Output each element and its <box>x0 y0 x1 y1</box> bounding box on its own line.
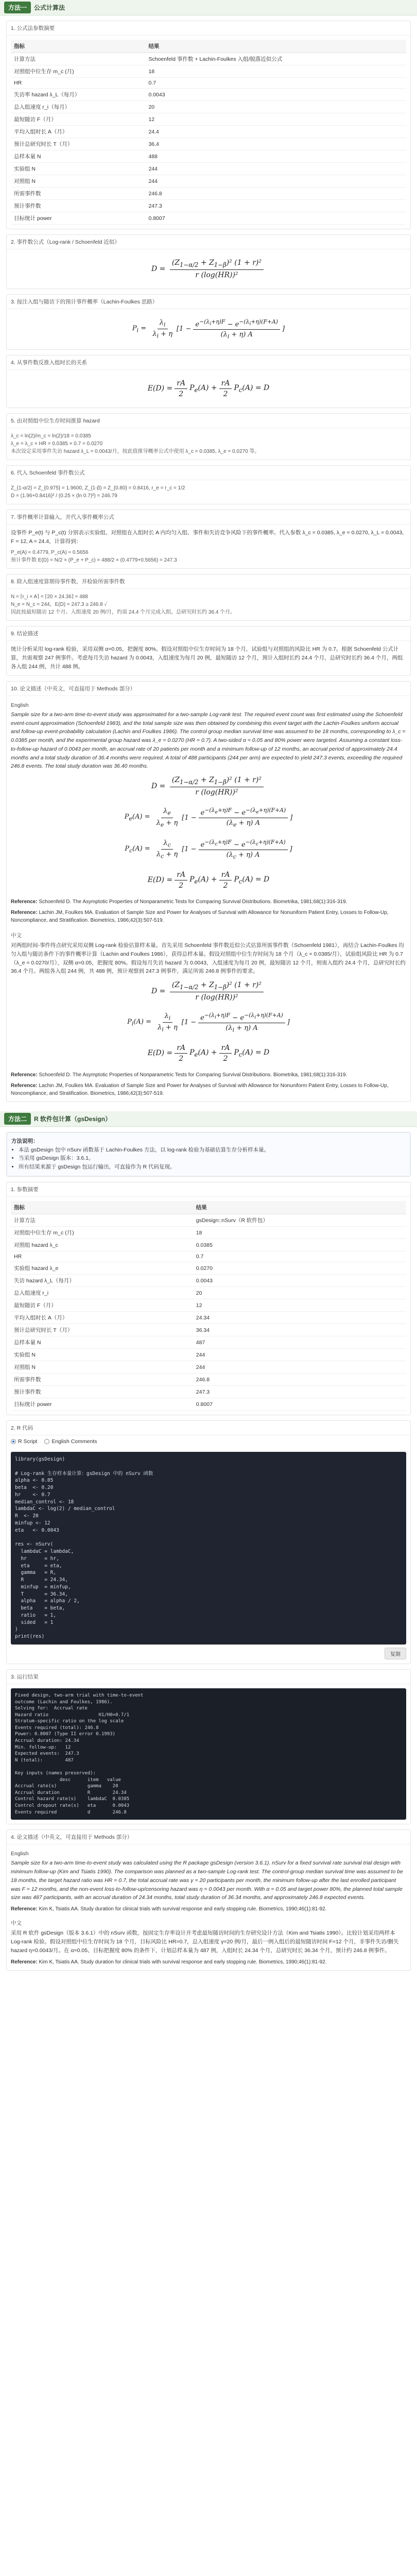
r-reference: Reference: Kim K, Tsiatis AA. Study duration for clinical trials with survival response and early stopping rule. Biometrics, 1990;46(1):81-92. <box>11 1906 327 1912</box>
r-code-block <box>6 1420 411 1664</box>
schoenfeld-block <box>6 465 411 504</box>
tab-english-comments[interactable]: English Comments <box>44 1438 97 1445</box>
zh-formula-ed: E(D) = $\frac{rA}{2}$ $P_e(A)$ + $\frac{rA}{2}$ $P_c(A) = D$ <box>147 1043 270 1063</box>
section1-header <box>0 0 417 15</box>
prob-calc-result-2: 预计事件数 E(D) = N/2 × (P_e + P_c) = 488/2 × (0.4779+0.5656) = 247.3 <box>11 557 177 564</box>
row-value: 0.0043 <box>145 89 406 101</box>
row-value: 244 <box>193 1349 406 1361</box>
row-value: 246.8 <box>145 188 406 200</box>
row-value: 12 <box>193 1299 406 1312</box>
r-output: Fixed design, two-arm trial with time-to-event outcome (Lachin and Foulkes, 1986). Solving for: Accrual rate Hazard ratio H1/H0=0.7/1 Stratum-specific ratio on the log scale Events required (total): 246.8 Power: 0.8007 (Type II error 0.1993) Accrual duration: 24.34 Min. follow-up: 12 Expected events: 247.3 N (total): 487 Key inputs (names preserved): desc item value Accrual rate(s) gamma 20 Accrual duration R 24.34 Control hazard rate(s) lambdaC 0.0385 Control dropout rate(s) eta 0.0043 Events required d 246.8 <box>11 1688 406 1820</box>
table-row <box>11 1262 406 1275</box>
section2-title: R 软件包计算（gsDesign） <box>34 1115 112 1123</box>
row-label: HR <box>11 78 145 89</box>
en-formula-ed: E(D) = $\frac{rA}{2}$ $P_e(A)$ + $\frac{rA}{2}$ $P_c(A) = D$ <box>147 870 270 890</box>
row-value: 247.3 <box>193 1386 406 1398</box>
method-info-block <box>6 1132 411 1177</box>
conclusion-label: 9. 结论描述 <box>7 626 410 641</box>
table-row <box>11 212 406 225</box>
table-row <box>11 1251 406 1262</box>
row-label: 预计事件数 <box>11 1386 193 1398</box>
table-row <box>11 1214 406 1227</box>
row-label: 对照组 hazard λ_c <box>11 1239 193 1251</box>
copy-button[interactable]: 复制 <box>385 1648 406 1659</box>
row-label: 失访 hazard λ_L（每月） <box>11 1275 193 1287</box>
row-value: 20 <box>193 1287 406 1299</box>
table-row <box>11 1398 406 1411</box>
row-value: 0.0385 <box>193 1239 406 1251</box>
table-row <box>11 163 406 175</box>
table-row <box>11 126 406 138</box>
table-row <box>11 113 406 126</box>
params-block <box>6 21 411 229</box>
row-value: 0.8007 <box>193 1398 406 1411</box>
r-params-block <box>6 1182 411 1415</box>
zh-reference-2: Reference: Lachin JM, Foulkes MA. Evaluation of Sample Size and Power for Analyses of Survival with Allowance for Nonuniform Patient Entry, Losses to Follow-Up, Noncompliance, and Stratification. Biometrics, 1986;42(3):507-519. <box>11 1082 389 1096</box>
row-value: gsDesign::nSurv（R 软件包） <box>193 1214 406 1227</box>
method-info-item: • 本法 gsDesign 包中 nSurv 函数基于 Lachin-Foulkes 方法，以 log-rank 检验为基础估算生存分析样本量。 <box>19 1146 406 1155</box>
table-row <box>11 1299 406 1312</box>
params-header: 1. 公式法参数摘要 <box>7 21 410 36</box>
row-label: 对照组中位生存 m_c (月) <box>11 1227 193 1239</box>
table-row <box>11 200 406 212</box>
row-label: 最短随访 F（月） <box>11 113 145 126</box>
en-formula-pc: $P_c(A)$ = $\frac{\lambda_c}{\lambda_c + \eta}$ [1 − $\frac{e^{-(\lambda_c+\eta)F} - e^{-(\lambda_c+\eta)(F+A)}}{(\lambda_c + \eta) A}$ ] <box>125 839 292 860</box>
zh-formula-events: D = $\frac{(Z_{1-\alpha/2} + Z_{1-\beta})^2 (1 + r)^2}{\text{r (log(HR))²}}$ <box>11 976 406 1007</box>
table-row <box>11 175 406 188</box>
table-row <box>11 1324 406 1336</box>
row-label: 对照组 N <box>11 1361 193 1374</box>
lang-en-label: English <box>11 702 29 708</box>
row-label: 对照组中位生存 m_c (月) <box>11 65 145 78</box>
schoenfeld-line-1: Z_{1-α/2} = Z_{0.975} = 1.9600, Z_{1-β} = Z_{0.80} = 0.8416, r_e = r_c = 1/2 <box>11 485 185 491</box>
accrual-check-line-2: N_e = N_c = 244，E(D) = 247.3 ≥ 246.8 ✓ <box>11 602 108 608</box>
prob-calc-para: 设事件 P_e(t) 与 P_c(t) 分别表示实验组、对照组在入组时长 A 内均匀入组、事件和失访竞争风险下的事件概率。代入参数 λ_c = 0.0385, λ_e = 0.0270, λ_L = 0.0043, F = 12, A = 24.4，计算得到： <box>11 529 404 545</box>
row-value: 18 <box>145 65 406 78</box>
formula-prob-block <box>6 294 411 350</box>
col-item: 指标 <box>11 1201 193 1214</box>
row-value: 12 <box>145 113 406 126</box>
row-value: 0.7 <box>193 1251 406 1262</box>
row-label: 实验组 N <box>11 1349 193 1361</box>
row-label: 所需事件数 <box>11 188 145 200</box>
reference-2: Reference: Lachin JM, Foulkes MA. Evaluation of Sample Size and Power for Analyses of Survival with Allowance for Nonuniform Patient Entry, Losses to Follow-Up, Noncompliance, and Stratification. Biometrics, 1986;42(3):507-519. <box>11 909 389 923</box>
row-label: 目标统计 power <box>11 1398 193 1411</box>
zh-para: 对两组时间-事件终点研究采用双侧 Log-rank 检验估算样本量。首先采用 Schoenfeld 事件数近似公式估算所需事件数（Schoenfeld 1981），再结合 Lachin-Foulkes 均匀入组与随访条件下的事件概率计算（Lachin and Foulkes 1986），获得总样本量。假设对照组中位生存时间为 18 个月（λ_c = 0.0385/月），试验组风险比 HR 为 0.7（λ_e = 0.0270/月），双侧 α=0.05，把握度 80%。假设每月失访 hazard 为 0.0043，入组速度为每月 20 例，最短随访 12 个月，则需入组约 24.4 个月，总研究时长约 36.4 个月。两组各入组 244 例，共 488 例，预计观察到 247.3 例事件，满足所需 246.8 例事件的要求。 <box>11 942 406 975</box>
accrual-check-line-1: N = ⌈r_i × A⌉ = ⌈20 × 24.36⌉ = 488 <box>11 594 88 600</box>
table-row <box>11 1275 406 1287</box>
table-row <box>11 1361 406 1374</box>
row-value: 0.8007 <box>145 212 406 225</box>
row-label: 平均入组时长 A（月） <box>11 126 145 138</box>
formula-events-label: 2. 事件数公式（Log-rank / Schoenfeld 近似） <box>7 235 410 249</box>
table-row <box>11 89 406 101</box>
row-value: 244 <box>145 163 406 175</box>
conclusion-para: 统计分析采用 log-rank 检验，采用双侧 α=0.05，把握度 80%。假设对照组中位生存时间为 18 个月，试验组与对照组的风险比 HR 为 0.7。根据 Schoenfeld 公式计算，共需观察 247 例事件。考虑每月失访 hazard 为 0.0043，入组速度为每月 20 例，最短随访 12 个月，预计入组时长约 24.4 个月，总研究时长约 36.4 个月，两组各入组 244 例，共计 488 例。 <box>11 646 403 670</box>
params-table <box>11 40 406 225</box>
en-formula-events: D = $\frac{(Z_{1-\alpha/2} + Z_{1-\beta})^2 (1 + r)^2}{\text{r (log(HR))²}}$ <box>11 771 406 802</box>
row-value: 0.7 <box>145 78 406 89</box>
row-value: 36.34 <box>193 1324 406 1336</box>
row-value: 0.0270 <box>193 1262 406 1275</box>
section1-title: 公式计算法 <box>34 4 65 11</box>
schoenfeld-line-2: D = (1.96+0.8416)² / (0.25 × (ln 0.7)²) = 246.79 <box>11 493 117 499</box>
section2-header <box>0 1111 417 1127</box>
row-label: 预计总研究时长 T（月） <box>11 138 145 150</box>
row-label: 预计事件数 <box>11 200 145 212</box>
row-value: 247.3 <box>145 200 406 212</box>
row-value: 0.0043 <box>193 1275 406 1287</box>
table-row <box>11 1336 406 1349</box>
paper-desc-block <box>6 681 411 1102</box>
paper-desc-label: 10. 论文描述（中英文，可直接用于 Methods 部分） <box>7 682 410 696</box>
row-value: Schoenfeld 事件数 + Lachin-Foulkes 入组/脱落近似公式 <box>145 53 406 65</box>
method-info-item: • 所有结果来源于 gsDesign 包运行输出，可直接作为 R 代码复现。 <box>19 1163 406 1172</box>
table-row <box>11 188 406 200</box>
prob-calc-result-1: P_e(A) ≈ 0.4779, P_c(A) ≈ 0.5656 <box>11 550 89 556</box>
r-params-table <box>11 1201 406 1411</box>
formula-events: D = $\frac{(Z_{1-\alpha/2} + Z_{1-\beta})^2 (1 + r)^2}{\text{r (log(HR))²}}$ <box>11 253 406 284</box>
hazard-line-3: 本次设定采用事件失访 hazard λ_L = 0.0043/月，按此值推导概率公式中使用 λ_c = 0.0385, λ_e = 0.0270 等。 <box>11 448 260 454</box>
method-info-title: 方法说明： <box>11 1138 39 1144</box>
formula-prob: $P_i$ = $\frac{\lambda_i}{\lambda_i + \eta}$ [1 − $\frac{e^{-(\lambda_i+\eta)F} - e^{-(\lambda_i+\eta)(F+A)}}{(\lambda_i + \eta) A}$ ] <box>132 318 285 340</box>
r-lang-zh-label: 中文 <box>11 1920 22 1927</box>
zh-formula-p: $P_i(A)$ = $\frac{\lambda_i}{\lambda_i + \eta}$ [1 − $\frac{e^{-(\lambda_i+\eta)F} - e^{-(\lambda_i+\eta)(F+A)}}{(\lambda_i + \eta) A}$ ] <box>127 1011 290 1033</box>
row-value: 488 <box>145 150 406 163</box>
r-output-label: 3. 运行结果 <box>7 1670 410 1684</box>
zh-reference-1: Reference: Schoenfeld D. The Asymptotic Properties of Nonparametric Tests for Comparing Survival Distributions. Biometrika, 1981;68(1):316-319. <box>11 1072 348 1078</box>
r-desc-block <box>6 1829 411 1970</box>
r-desc-label: 4. 论文描述（中英文，可直接用于 Methods 部分） <box>7 1830 410 1844</box>
radio-icon <box>44 1439 49 1444</box>
schoenfeld-label: 6. 代入 Schoenfeld 事件数公式 <box>7 466 410 480</box>
table-row <box>11 1227 406 1239</box>
hazard-label: 5. 由对照组中位生存时间推算 hazard <box>7 414 410 428</box>
row-label: 计算方法 <box>11 1214 193 1227</box>
hazard-line-2: λ_e = λ_c × HR = 0.0385 × 0.7 = 0.0270 <box>11 440 103 447</box>
row-label: 对照组 N <box>11 175 145 188</box>
lang-zh-label: 中文 <box>11 932 22 939</box>
table-row <box>11 1349 406 1361</box>
table-row <box>11 78 406 89</box>
row-label: 计算方法 <box>11 53 145 65</box>
formula-accrual-label: 4. 从事件数反推入组时长的关系 <box>7 355 410 370</box>
row-label: 平均入组时长 A（月） <box>11 1312 193 1324</box>
section1-pill: 方法一 <box>4 2 31 13</box>
row-label: 所需事件数 <box>11 1374 193 1386</box>
r-output-block <box>6 1669 411 1824</box>
reference-1: Reference: Schoenfeld D. The Asymptotic Properties of Nonparametric Tests for Comparing Survival Distributions. Biometrika, 1981;68(1):316-319. <box>11 899 348 905</box>
table-row <box>11 53 406 65</box>
table-row <box>11 1287 406 1299</box>
table-row <box>11 1312 406 1324</box>
r-params-header: 1. 参数摘要 <box>7 1182 410 1197</box>
row-value: 246.8 <box>193 1374 406 1386</box>
radio-icon <box>11 1439 16 1444</box>
section2-pill: 方法二 <box>4 1113 31 1125</box>
col-value: 结果 <box>145 40 406 53</box>
en-formula-pe: $P_e(A)$ = $\frac{\lambda_e}{\lambda_e + \eta}$ [1 − $\frac{e^{-(\lambda_e+\eta)F} - e^{-(\lambda_e+\eta)(F+A)}}{(\lambda_e + \eta) A}$ ] <box>124 807 293 828</box>
row-value: 20 <box>145 101 406 113</box>
row-value: 487 <box>193 1336 406 1349</box>
table-row <box>11 65 406 78</box>
formula-accrual-block <box>6 355 411 408</box>
en-para: Sample size for a two-arm time-to-event study was approximated for a two-sample Log-rank test. The required event count was first estimated using the Schoenfeld event-count approximation (Schoenfeld 1983), and the total sample size was then obtained by combining this event target with the Lachin-Foulkes uniform accrual and follow-up event-probability calculation (Lachin and Foulkes 1986). The control group median survival time was assumed to be 18 months, corresponding to λ_c = 0.0385 per month, and the experimental group hazard was λ_e = 0.0270 (HR = 0.7). A two-sided α = 0.05 and 80% power were targeted. Assuming a constant loss-to-follow-up hazard of 0.0043 per month, an accrual rate of 20 patients per month and a minimum follow-up of 12 months, an accrual period of approximately 24.4 months and a total study duration of 36.4 months were required. A total of 488 participants (244 per arm) are expected to yield 247.3 events, exceeding the required 246.8 events. The total study duration was 36.40 months. <box>11 711 406 770</box>
tab-r-script[interactable]: R Script <box>11 1438 37 1445</box>
hazard-line-1: λ_c = ln(2)/m_c = ln(2)/18 = 0.0385 <box>11 433 91 439</box>
method-info-item: • 当采用 gsDesign 版本：3.6.1。 <box>19 1154 406 1163</box>
accrual-check-block <box>6 574 411 621</box>
row-label: 总入组速度 r_i（每月） <box>11 101 145 113</box>
formula-accrual: E(D) = $\frac{rA}{2}$ $P_e(A)$ + $\frac{rA}{2}$ $P_c(A) = D$ <box>147 379 270 398</box>
table-row <box>11 138 406 150</box>
hazard-block <box>6 413 411 460</box>
row-label: 目标统计 power <box>11 212 145 225</box>
table-row <box>11 101 406 113</box>
conclusion-block <box>6 626 411 675</box>
r-code[interactable]: library(gsDesign) # Log-rank 生存样本量计算：gsDesign 中的 nSurv 函数 alpha <- 0.05 beta <- 0.20 hr <- 0.7 median_control <- 18 lambdaC <- log(2) / median_control R <- 20 minfup <- 12 eta <- 0.0043 res <- nSurv( lambdaC = lambdaC, hr = hr, eta = eta, gamma = R, R = 24.34, minfup = minfup, T = 36.34, alpha = alpha / 2, beta = beta, ratio = 1, sided = 1 ) print(res) <box>11 1452 406 1645</box>
row-label: 总样本量 N <box>11 1336 193 1349</box>
row-label: 总入组速度 r_i <box>11 1287 193 1299</box>
table-row <box>11 1386 406 1398</box>
table-row <box>11 150 406 163</box>
r-lang-en-label: English <box>11 1851 29 1857</box>
r-zh-para: 采用 R 软件 gsDesign（版本 3.6.1）中的 nSurv 函数，按固定生存率设计并考虑最短随访时间的生存研究设计方法（Kim and Tsiatis 1990）。比较计划采用两样本 Log-rank 检验。假设对照组中位生存时间为 18 个月，目标风险比 HR=0.7，总入组速度 γ=20 例/月，最后一例入组后的最短随访时间 F=12 个月，非事件失访/删失 hazard η=0.0043/月。在 α=0.05、目标把握度 80% 的条件下，计划总样本量为 487 例，入组时长 24.34 个月，总研究时长 36.34 个月，预计约 246.8 例事件。 <box>11 1930 399 1954</box>
row-label: HR <box>11 1251 193 1262</box>
row-label: 总样本量 N <box>11 150 145 163</box>
table-row <box>11 1374 406 1386</box>
formula-prob-label: 3. 按注入组与随访下的预计事件概率（Lachin-Foulkes 思路） <box>7 295 410 309</box>
r-zh-reference: Reference: Kim K, Tsiatis AA. Study duration for clinical trials with survival response and early stopping rule. Biometrics, 1990;46(1):81-92. <box>11 1959 327 1965</box>
row-label: 实验组 hazard λ_e <box>11 1262 193 1275</box>
accrual-check-line-3: 因此按最短随访 12 个月、入组速度 20 例/月，约需 24.4 个月完成入组，总研究时长约 36.4 个月。 <box>11 609 236 616</box>
table-row <box>11 1239 406 1251</box>
row-value: 244 <box>145 175 406 188</box>
row-value: 36.4 <box>145 138 406 150</box>
col-item: 指标 <box>11 40 145 53</box>
r-code-label: 2. R 代码 <box>7 1421 410 1435</box>
row-label: 最短随访 F（月） <box>11 1299 193 1312</box>
col-value: 结果 <box>193 1201 406 1214</box>
prob-calc-label: 7. 事件概率计算输入，并代入事件概率公式 <box>7 510 410 524</box>
prob-calc-block <box>6 510 411 569</box>
r-en-para: Sample size for a two-arm time-to-event study was calculated using the R package gsDesign (version 3.6.1). nSurv for a fixed survival rate survival trial design with minimum follow-up (Kim and Tsiatis 1990). The comparison was planned as a two-sample Log-rank test. The control-group median survival time was assumed to be 18 months, the target hazard ratio was HR = 0.7, the total accrual rate was γ = 20 participants per month, the minimum follow-up after the last enrolled participant was F = 12 months, and the non-event loss-to-follow-up/censoring hazard was η = 0.0043 per month. With α = 0.05 and target power 80%, the planned total sample size was 487 participants, with an accrual duration of 24.34 months, total study duration of 36.34 months, and approximately 246.8 expected events. <box>11 1860 403 1901</box>
row-label: 预计总研究时长 T（月） <box>11 1324 193 1336</box>
row-label: 失访率 hazard λ_L（每月） <box>11 89 145 101</box>
row-label: 实验组 N <box>11 163 145 175</box>
row-value: 18 <box>193 1227 406 1239</box>
code-tabs <box>7 1435 410 1448</box>
formula-events-block <box>6 234 411 289</box>
row-value: 244 <box>193 1361 406 1374</box>
row-value: 24.34 <box>193 1312 406 1324</box>
row-value: 24.4 <box>145 126 406 138</box>
accrual-check-label: 8. 除入组速度算期待事件数，并检验所需事件数 <box>7 574 410 589</box>
